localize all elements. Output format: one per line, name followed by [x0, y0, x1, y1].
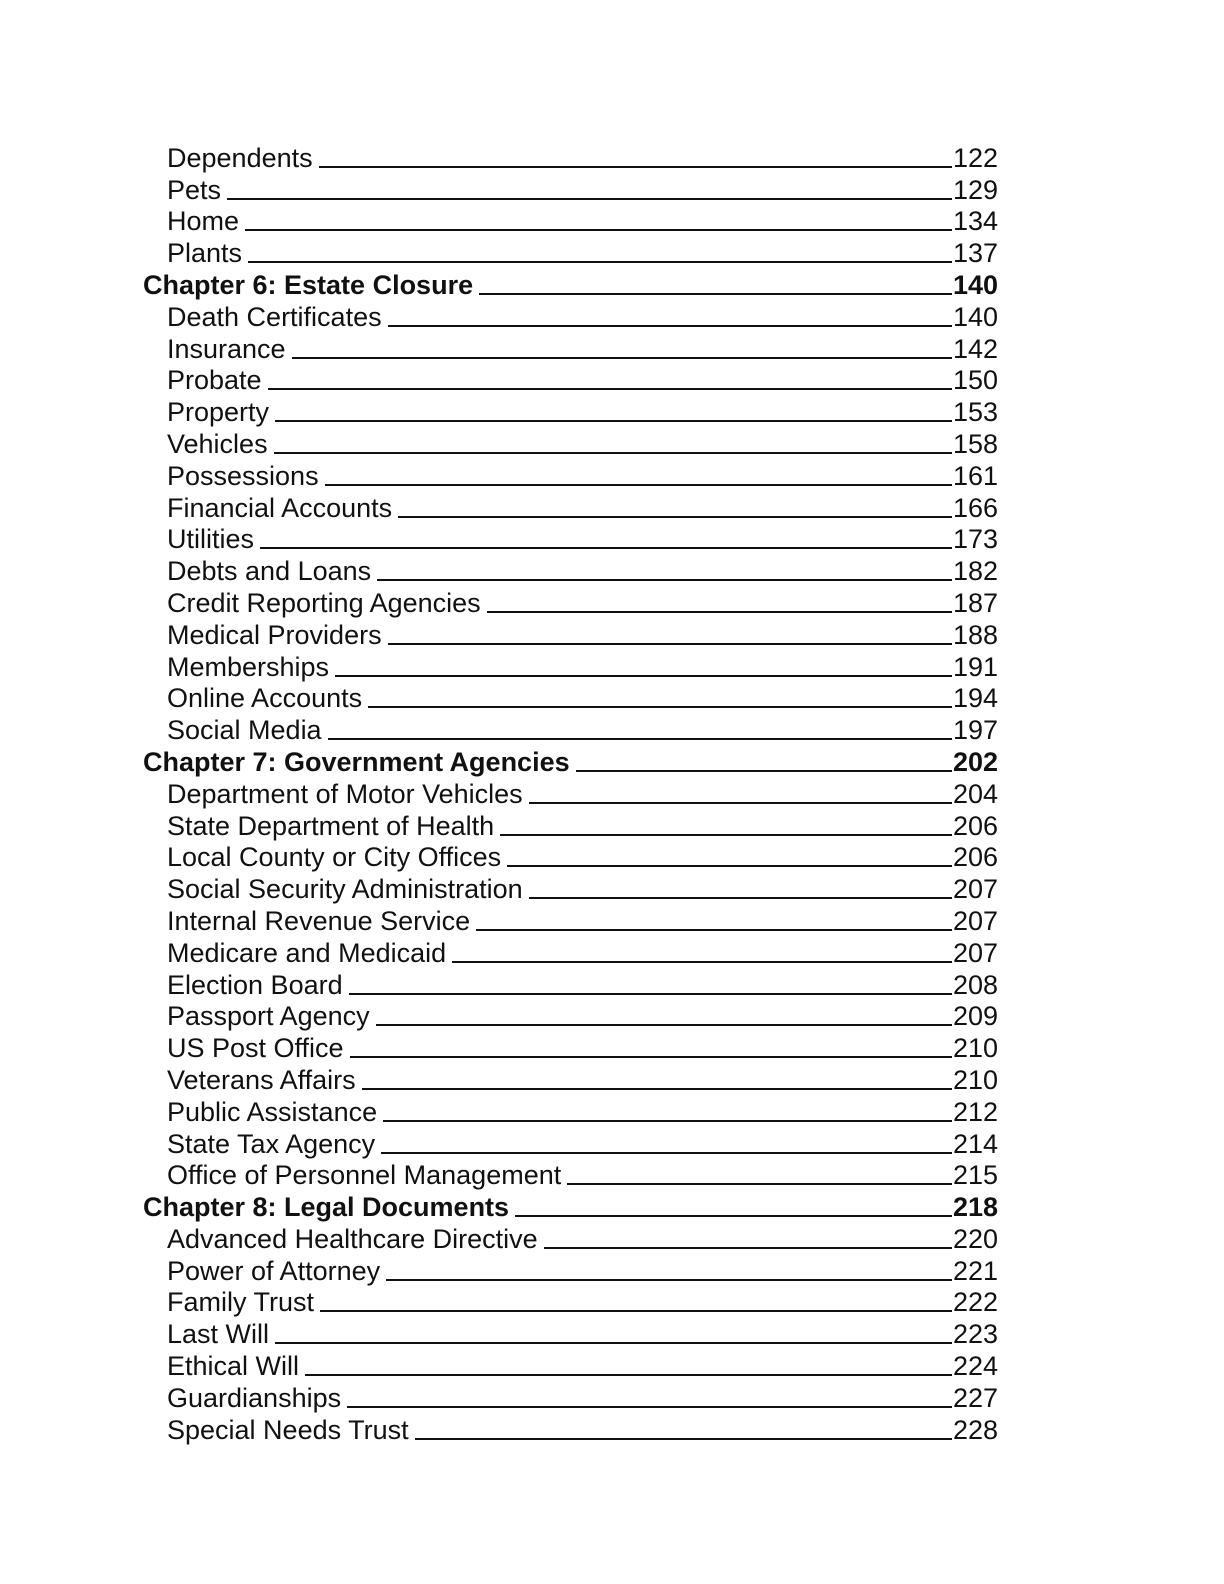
toc-page-number: 188: [952, 619, 998, 650]
toc-row[interactable]: [143, 492, 998, 524]
toc-row[interactable]: [143, 396, 998, 428]
toc-row[interactable]: [143, 206, 998, 238]
toc-row[interactable]: [143, 937, 998, 969]
toc-leader-line: [476, 929, 952, 931]
toc-entry-title: Credit Reporting Agencies: [167, 587, 481, 618]
toc-chapter-row[interactable]: [143, 269, 998, 301]
toc-row[interactable]: [143, 1223, 998, 1255]
toc-page-number: 207: [952, 905, 998, 936]
toc-row[interactable]: [143, 237, 998, 269]
toc-leader-line: [529, 802, 952, 804]
toc-row[interactable]: [143, 555, 998, 587]
toc-page-number: 223: [952, 1319, 998, 1350]
toc-row[interactable]: [143, 428, 998, 460]
toc-leader-line: [515, 1215, 952, 1217]
toc-page-number: 161: [952, 460, 998, 491]
toc-entry-title: Department of Motor Vehicles: [167, 778, 523, 809]
toc-leader-line: [328, 738, 952, 740]
toc-entry-title: Chapter 6: Estate Closure: [143, 269, 474, 300]
toc-leader-line: [567, 1183, 952, 1185]
toc-page-number: 153: [952, 397, 998, 428]
toc-entry-title: Social Media: [167, 715, 322, 746]
toc-row[interactable]: [143, 842, 998, 874]
toc-leader-line: [507, 865, 952, 867]
toc-row[interactable]: [143, 1128, 998, 1160]
toc-row[interactable]: [143, 142, 998, 174]
toc-entry-title: Passport Agency: [167, 1001, 370, 1032]
toc-entry-title: Probate: [167, 365, 262, 396]
toc-row[interactable]: [143, 1414, 998, 1446]
toc-row[interactable]: [143, 460, 998, 492]
toc-chapter-row[interactable]: [143, 1191, 998, 1223]
toc-row[interactable]: [143, 301, 998, 333]
toc-entry-title: Power of Attorney: [167, 1255, 381, 1286]
toc-entry-title: Advanced Healthcare Directive: [167, 1223, 538, 1254]
toc-entry-title: Family Trust: [167, 1287, 315, 1318]
toc-leader-line: [275, 420, 952, 422]
toc-leader-line: [335, 675, 952, 677]
toc-entry-title: Guardianships: [167, 1382, 342, 1413]
toc-page-number: 206: [952, 810, 998, 841]
toc-leader-line: [350, 1056, 952, 1058]
toc-entry-title: Property: [167, 397, 270, 428]
toc-leader-line: [381, 1152, 952, 1154]
toc-page-number: 204: [952, 778, 998, 809]
toc-page-number: 202: [952, 746, 998, 777]
toc-leader-line: [248, 261, 952, 263]
toc-page-number: 207: [952, 937, 998, 968]
toc-entry-title: State Tax Agency: [167, 1128, 376, 1159]
toc-page-number: 182: [952, 556, 998, 587]
toc-leader-line: [415, 1438, 952, 1440]
toc-entry-title: Plants: [167, 238, 243, 269]
toc-leader-line: [320, 1310, 952, 1312]
toc-entry-title: Memberships: [167, 651, 330, 682]
toc-entry-title: Local County or City Offices: [167, 842, 502, 873]
toc-row[interactable]: [143, 1001, 998, 1033]
toc-row[interactable]: [143, 1382, 998, 1414]
toc-page-number: 134: [952, 206, 998, 237]
toc-page-number: 224: [952, 1351, 998, 1382]
toc-page-number: 137: [952, 238, 998, 269]
toc-leader-line: [388, 643, 952, 645]
toc-entry-title: Internal Revenue Service: [167, 905, 471, 936]
toc-leader-line: [487, 611, 952, 613]
toc-entry-title: Dependents: [167, 142, 313, 173]
toc-row[interactable]: [143, 1064, 998, 1096]
toc-page-number: 212: [952, 1096, 998, 1127]
toc-row[interactable]: [143, 1096, 998, 1128]
toc-page-number: 210: [952, 1064, 998, 1095]
toc-page-number: 173: [952, 524, 998, 555]
toc-entry-title: Medical Providers: [167, 619, 382, 650]
toc-page-number: 210: [952, 1033, 998, 1064]
toc-row[interactable]: [143, 1350, 998, 1382]
toc-leader-line: [368, 706, 952, 708]
toc-row[interactable]: [143, 1287, 998, 1319]
toc-leader-line: [479, 293, 952, 295]
toc-leader-line: [544, 1247, 952, 1249]
toc-leader-line: [347, 1406, 952, 1408]
toc-row[interactable]: [143, 1255, 998, 1287]
toc-page-number: 140: [952, 269, 998, 300]
toc-entry-title: Pets: [167, 174, 222, 205]
toc-row[interactable]: [143, 587, 998, 619]
toc-page-number: 207: [952, 874, 998, 905]
toc-row[interactable]: [143, 174, 998, 206]
toc-leader-line: [388, 325, 952, 327]
toc-entry-title: US Post Office: [167, 1033, 344, 1064]
toc-entry-title: Online Accounts: [167, 683, 363, 714]
toc-row[interactable]: [143, 651, 998, 683]
toc-entry-title: Possessions: [167, 460, 319, 491]
toc-leader-line: [576, 770, 952, 772]
toc-page-number: 166: [952, 492, 998, 523]
toc-chapter-row[interactable]: [143, 746, 998, 778]
toc-row[interactable]: [143, 333, 998, 365]
toc-entry-title: Debts and Loans: [167, 556, 372, 587]
toc-leader-line: [260, 547, 952, 549]
toc-leader-line: [245, 229, 952, 231]
toc-entry-title: Social Security Administration: [167, 874, 523, 905]
toc-page-number: 194: [952, 683, 998, 714]
toc-entry-title: Ethical Will: [167, 1351, 300, 1382]
toc-leader-line: [349, 993, 952, 995]
toc-entry-title: Veterans Affairs: [167, 1064, 356, 1095]
toc-leader-line: [227, 198, 952, 200]
toc-entry-title: Medicare and Medicaid: [167, 937, 447, 968]
toc-entry-title: Insurance: [167, 333, 286, 364]
toc-page-number: 215: [952, 1160, 998, 1191]
toc-entry-title: Vehicles: [167, 428, 268, 459]
toc-leader-line: [376, 1024, 952, 1026]
toc-page-number: 187: [952, 587, 998, 618]
toc-page-number: 122: [952, 142, 998, 173]
toc-leader-line: [319, 166, 952, 168]
toc-row[interactable]: [143, 778, 998, 810]
toc-entry-title: Public Assistance: [167, 1096, 378, 1127]
toc-page-number: 150: [952, 365, 998, 396]
toc-page-number: 227: [952, 1382, 998, 1413]
toc-leader-line: [274, 452, 952, 454]
toc-leader-line: [529, 897, 952, 899]
toc-leader-line: [377, 579, 952, 581]
toc-row[interactable]: [143, 969, 998, 1001]
toc-entry-title: Last Will: [167, 1319, 270, 1350]
toc-page-number: 214: [952, 1128, 998, 1159]
toc-leader-line: [398, 516, 952, 518]
toc-leader-line: [362, 1088, 952, 1090]
toc-row[interactable]: [143, 1032, 998, 1064]
toc-entry-title: Office of Personnel Management: [167, 1160, 562, 1191]
toc-row[interactable]: [143, 714, 998, 746]
toc-entry-title: Chapter 8: Legal Documents: [143, 1192, 510, 1223]
toc-row[interactable]: [143, 683, 998, 715]
toc-row[interactable]: [143, 1160, 998, 1192]
toc-row[interactable]: [143, 1318, 998, 1350]
toc-page-number: 197: [952, 715, 998, 746]
toc-page-number: 221: [952, 1255, 998, 1286]
toc-page-number: 206: [952, 842, 998, 873]
toc-entry-title: Utilities: [167, 524, 255, 555]
toc-leader-line: [305, 1374, 952, 1376]
toc-row[interactable]: [143, 905, 998, 937]
toc-entry-title: Election Board: [167, 969, 343, 1000]
toc-page-number: 158: [952, 428, 998, 459]
toc-page-number: 208: [952, 969, 998, 1000]
toc-leader-line: [452, 961, 952, 963]
toc-entry-title: State Department of Health: [167, 810, 495, 841]
toc-entry-title: Home: [167, 206, 240, 237]
toc-page-number: 191: [952, 651, 998, 682]
toc-entry-title: Special Needs Trust: [167, 1414, 409, 1445]
toc-entry-title: Financial Accounts: [167, 492, 393, 523]
toc-page-number: 140: [952, 301, 998, 332]
toc-page-number: 222: [952, 1287, 998, 1318]
toc-leader-line: [268, 388, 952, 390]
toc-page-number: 220: [952, 1223, 998, 1254]
toc-leader-line: [292, 357, 952, 359]
toc-entry-title: Chapter 7: Government Agencies: [143, 746, 570, 777]
toc-entry-title: Death Certificates: [167, 301, 382, 332]
toc-page-number: 209: [952, 1001, 998, 1032]
toc-row[interactable]: [143, 524, 998, 556]
toc-row[interactable]: [143, 810, 998, 842]
toc-page-number: 142: [952, 333, 998, 364]
toc-page-number: 228: [952, 1414, 998, 1445]
toc-row[interactable]: [143, 873, 998, 905]
toc-leader-line: [383, 1120, 952, 1122]
toc-row[interactable]: [143, 619, 998, 651]
toc-leader-line: [500, 834, 952, 836]
toc-leader-line: [275, 1342, 952, 1344]
toc-page-number: 218: [952, 1192, 998, 1223]
toc-leader-line: [386, 1279, 952, 1281]
table-of-contents: [143, 142, 998, 1446]
toc-row[interactable]: [143, 365, 998, 397]
toc-leader-line: [325, 484, 952, 486]
toc-page-number: 129: [952, 174, 998, 205]
